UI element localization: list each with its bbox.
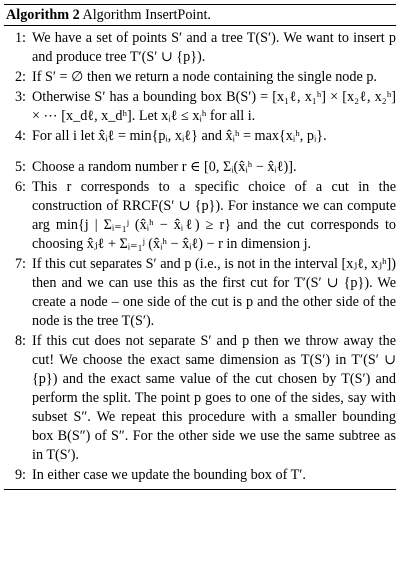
step-number: 4: [14,128,26,144]
step-text: For all i let x̂ᵢℓ = min{pᵢ, xᵢℓ} and x̂ᵢʰ = max{xᵢʰ, pᵢ}. [32,128,327,144]
step-text: In either case we update the bounding box of T′. [32,467,306,483]
step-text: Otherwise S′ has a bounding box B(S′) = [x₁ℓ, x₁ʰ] × [x₂ℓ, x₂ʰ] × ⋯ [x_dℓ, x_dʰ]. Let xᵢℓ ≤ xᵢʰ for all i. [32,89,396,124]
step-7 [4,255,396,331]
step-text: This r corresponds to a specific choice of a cut in the construction of RRCF(S′ ∪ {p}). For instance we can compute arg min{j | Σᵢ₌₁ʲ (x̂ᵢʰ − x̂ᵢℓ) ≥ r} and the cut corresponds to choosing x̂ⱼℓ + Σᵢ₌₁ʲ (x̂ᵢʰ − x̂ᵢℓ) − r in dimension j. [32,179,396,252]
step-number: 8: [14,333,26,349]
title-rule [4,25,396,26]
step-9 [4,466,396,485]
step-text: Choose a random number r ∈ [0, Σᵢ(x̂ᵢʰ − x̂ᵢℓ)]. [32,159,297,175]
step-number: 6: [14,179,26,195]
step-text: If this cut does not separate S′ and p then we throw away the cut! We choose the exact same dimension as T(S′) in T′(S′ ∪ {p}) and the exact same value of the cut chosen by T(S′) and perform the split. The point p goes to one of the sides, say with subset S″. We repeat this procedure with a smaller bounding box B(S″) of S″. For the other side we use the same subtree as in T(S′). [32,333,396,463]
bottom-rule [4,489,396,490]
step-text: We have a set of points S′ and a tree T(S′). We want to insert p and produce tree T′(S′ ∪ {p}). [32,30,396,65]
step-1 [4,29,396,67]
step-6 [4,178,396,254]
step-text: If this cut separates S′ and p (i.e., is not in the interval [xⱼℓ, xⱼʰ]) then and we can use this as the first cut for T′(S′ ∪ {p}). We create a node – one side of the cut is p and the other side of the node is the tree T(S′). [32,256,396,329]
algorithm-steps [4,29,396,485]
algorithm-name: Algorithm InsertPoint. [82,7,211,23]
step-8 [4,332,396,465]
step-number: 2: [14,69,26,85]
algorithm-title [4,5,396,25]
step-3 [4,88,396,126]
step-number: 3: [14,89,26,105]
step-2 [4,68,396,87]
step-5 [4,158,396,177]
step-text: If S′ = ∅ then we return a node containing the single node p. [32,69,377,85]
algorithm-box [4,4,396,490]
step-4 [4,127,396,146]
step-number: 7: [14,256,26,272]
algorithm-label: Algorithm 2 [6,7,80,23]
step-number: 1: [14,30,26,46]
step-number: 9: [14,467,26,483]
step-number: 5: [14,159,26,175]
